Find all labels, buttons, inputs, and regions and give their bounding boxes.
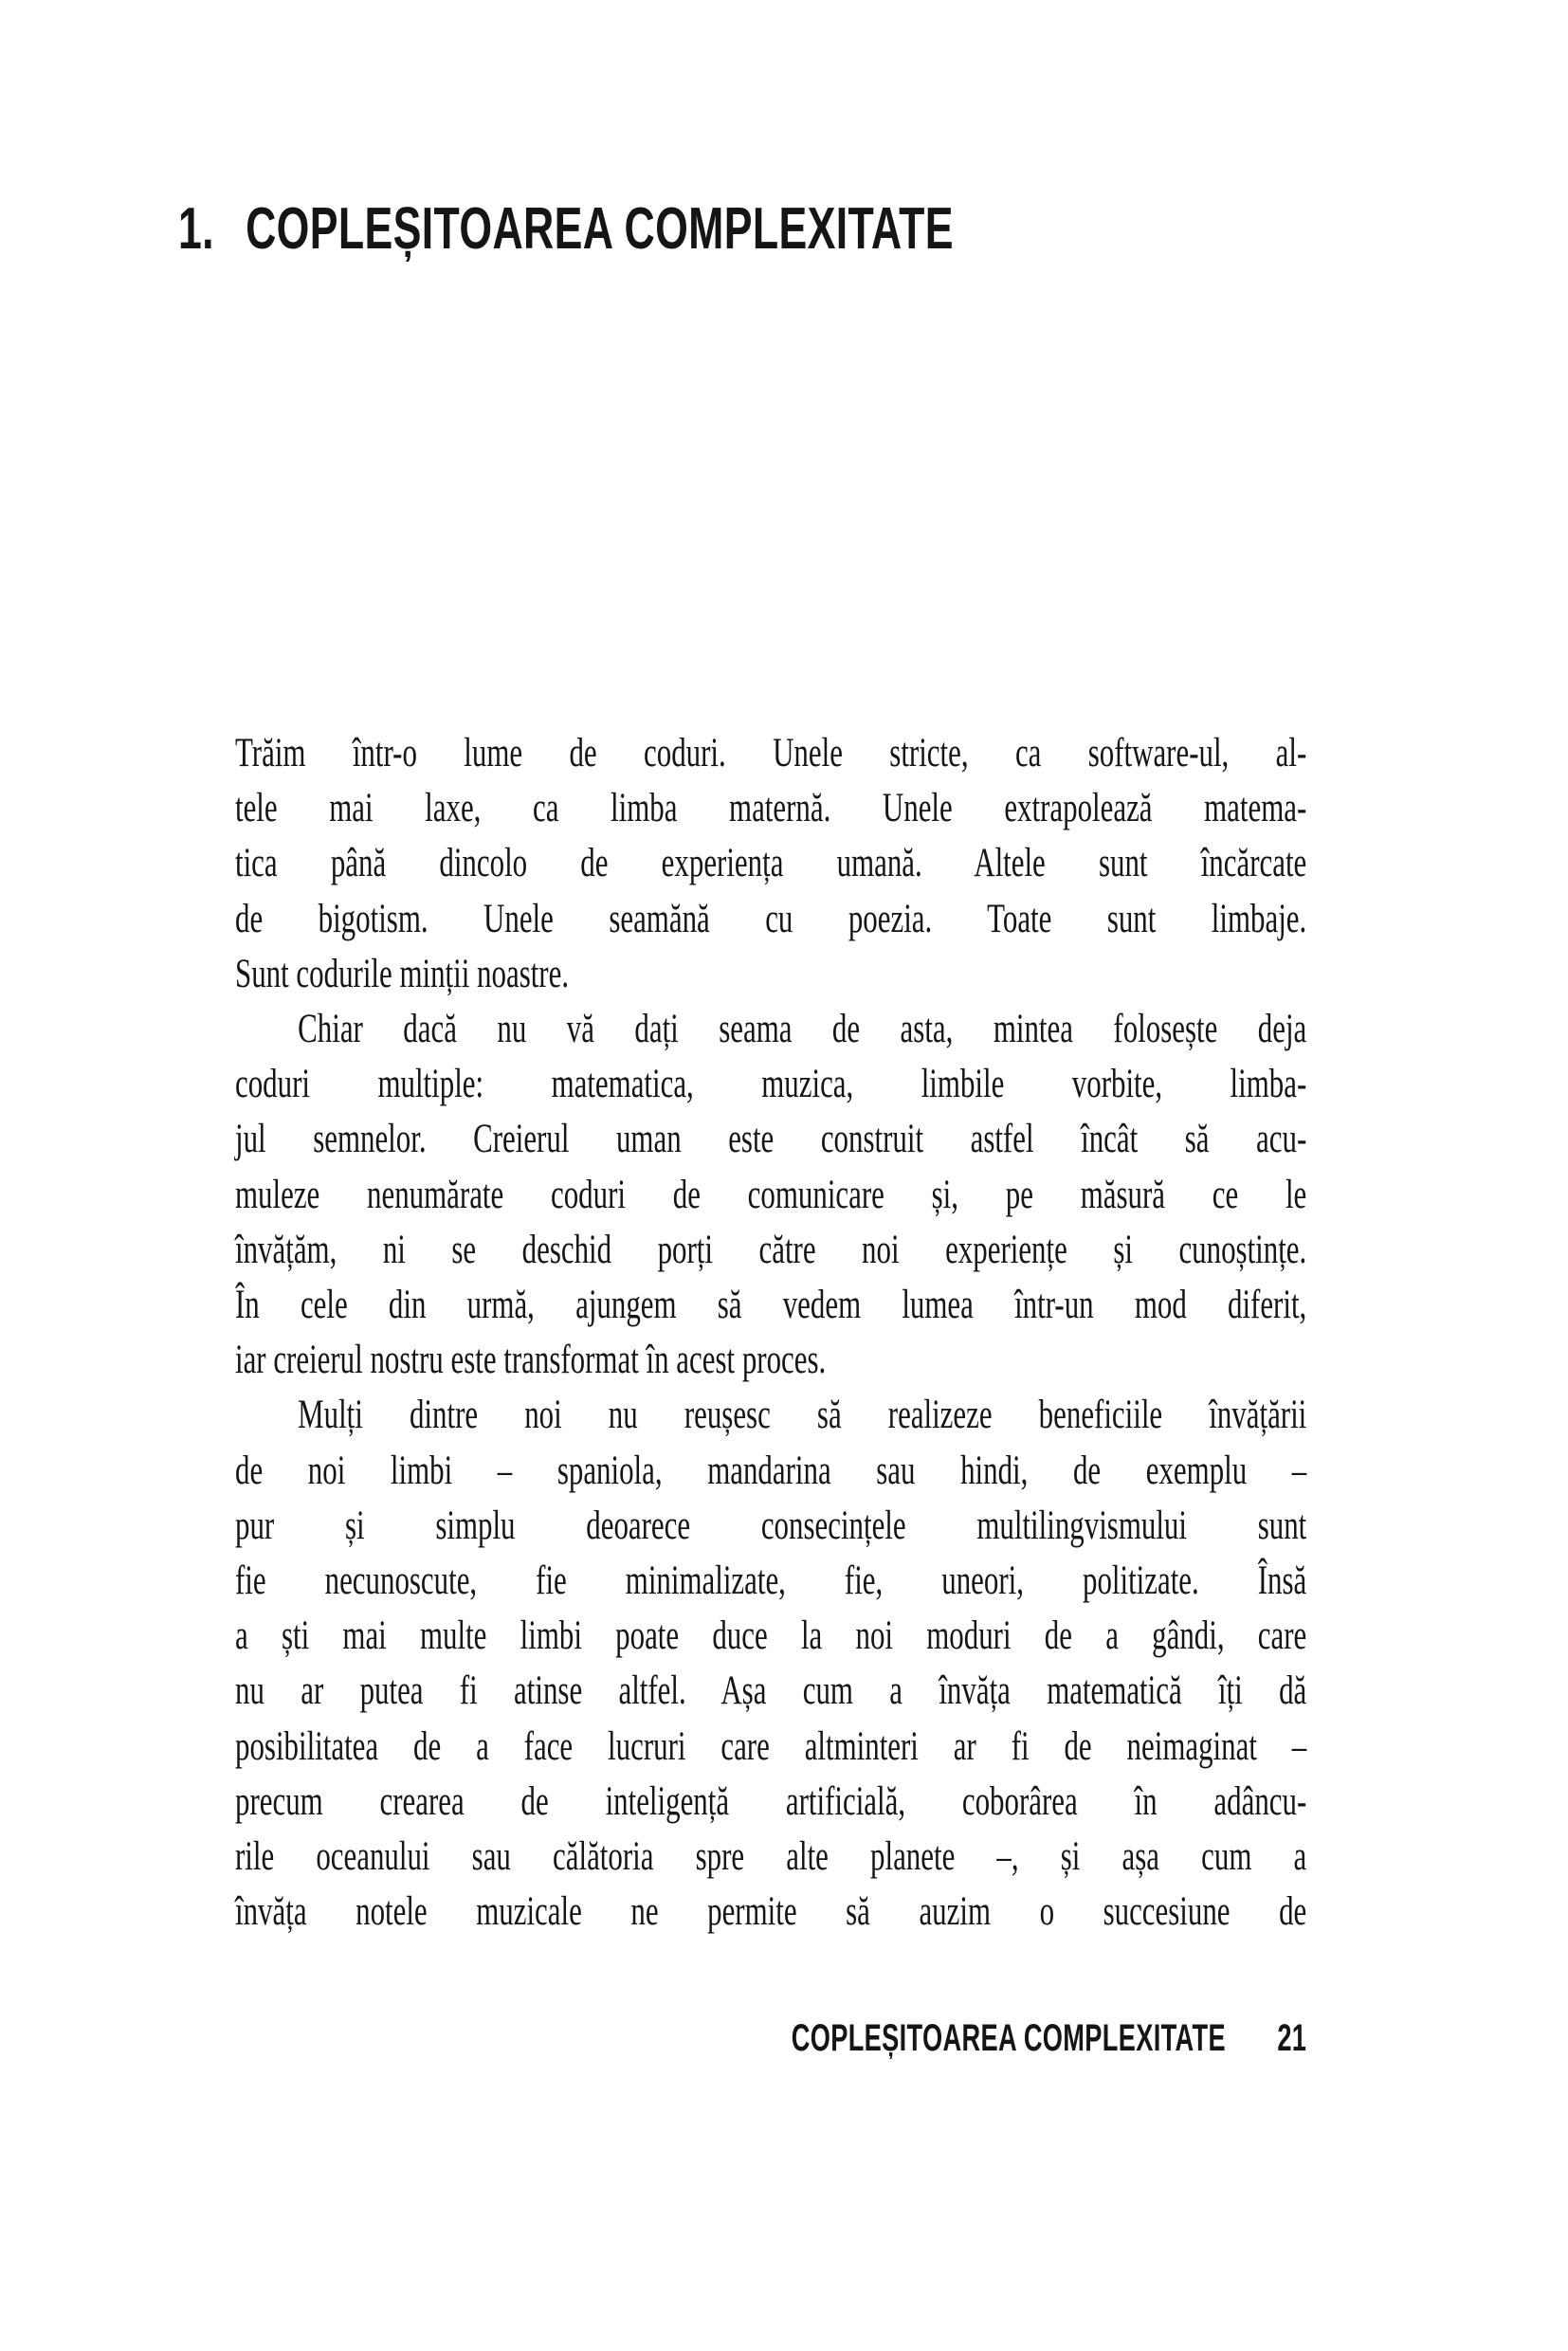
body-line: învățăm, ni se deschid porți către noi experiențe și cunoștințe.	[235, 1227, 1307, 1272]
body-line: Chiar dacă nu vă dați seama de asta, mintea folosește deja	[298, 1007, 1307, 1052]
body-line: învăța notele muzicale ne permite să auzim o succesiune de	[235, 1889, 1307, 1935]
chapter-title	[178, 197, 954, 262]
paragraph	[235, 1002, 1306, 1388]
paragraph	[235, 726, 1306, 1002]
body-line: Sunt codurile minții noastre.	[235, 951, 570, 996]
chapter-title-text: COPLEȘITOAREA COMPLEXITATE	[246, 196, 954, 262]
page-footer	[791, 2019, 1306, 2057]
body-line: muleze nenumărate coduri de comunicare și, pe măsură ce le	[235, 1172, 1307, 1217]
body-line: nu ar putea fi atinse altfel. Așa cum a învăța matematică îți dă	[235, 1668, 1307, 1714]
body-line: Trăim într-o lume de coduri. Unele stricte, ca software-ul, al-	[235, 731, 1307, 775]
body-line: tele mai laxe, ca limba maternă. Unele extrapolează matema-	[235, 786, 1307, 831]
body-line: fie necunoscute, fie minimalizate, fie, uneori, politizate. Însă	[235, 1558, 1307, 1604]
body-line: iar creierul nostru este transformat în acest proces.	[235, 1338, 827, 1383]
body-line: rile oceanului sau călătoria spre alte planete –, și așa cum a	[235, 1834, 1307, 1880]
body-line: coduri multiple: matematica, muzica, limbile vorbite, limba-	[235, 1062, 1307, 1107]
body-line: de bigotism. Unele seamănă cu poezia. Toate sunt limbaje.	[235, 896, 1307, 941]
body-line: precum crearea de inteligență artificială, coborârea în adâncu-	[235, 1778, 1307, 1824]
body-line: jul semnelor. Creierul uman este construit astfel încât să acu-	[235, 1117, 1307, 1162]
chapter-number: 1.	[178, 196, 214, 262]
footer-chapter-label: COPLEȘITOAREA COMPLEXITATE	[791, 2017, 1226, 2059]
body-line: În cele din urmă, ajungem să vedem lumea într-un mod diferit,	[235, 1283, 1307, 1328]
body-line: de noi limbi – spaniola, mandarina sau hindi, de exemplu –	[235, 1448, 1307, 1493]
body-line: a ști mai multe limbi poate duce la noi moduri de a gândi, care	[235, 1613, 1307, 1659]
body-line: pur și simplu deoarece consecințele multilingvismului sunt	[235, 1503, 1307, 1548]
footer-page-number: 21	[1277, 2017, 1306, 2059]
body-line: tica până dincolo de experiența umană. Altele sunt încărcate	[235, 841, 1307, 886]
body-text	[235, 726, 1306, 1940]
body-line: Mulți dintre noi nu reușesc să realizeze beneficiile învățării	[298, 1393, 1307, 1438]
body-line: posibilitatea de a face lucruri care altminteri ar fi de neimaginat –	[235, 1723, 1307, 1769]
paragraph	[235, 1388, 1306, 1940]
